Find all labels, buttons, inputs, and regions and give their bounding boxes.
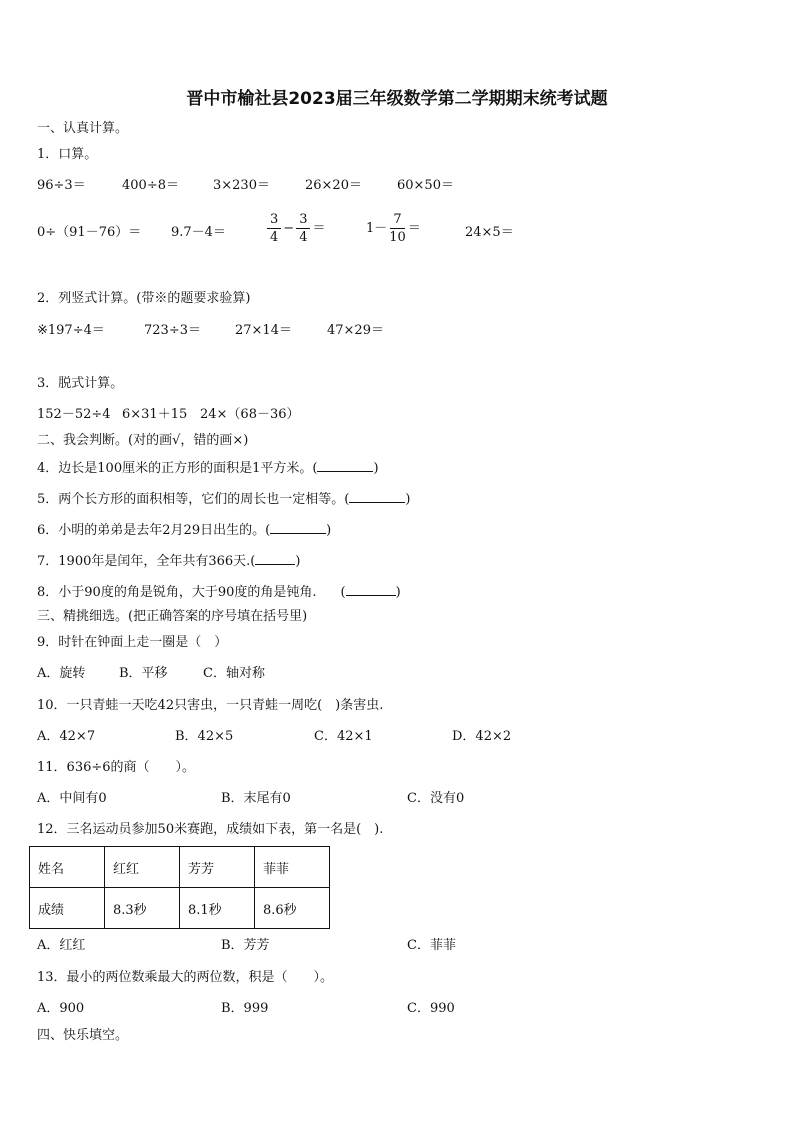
question-1-label: 1．口算。	[37, 147, 98, 162]
denominator: 4	[270, 230, 279, 245]
close-paren: )	[326, 523, 332, 538]
table-row	[30, 847, 330, 888]
step-calc-item: 24×（68－36）	[200, 407, 300, 422]
option-c[interactable]: C．990	[407, 1001, 455, 1016]
option-b[interactable]: B．999	[221, 1001, 269, 1016]
step-calc-item: 152－52÷4	[37, 407, 111, 422]
table-cell: 8.1秒	[180, 888, 255, 929]
judge-question-6	[37, 522, 331, 537]
one-minus: 1－	[366, 221, 388, 236]
close-paren: )	[373, 461, 379, 476]
question-text: 8．小于90度的角是锐角，大于90度的角是钝角.	[37, 585, 317, 600]
option-a[interactable]: A．旋转	[37, 666, 86, 681]
question-10-text: 10．一只青蛙一天吃42只害虫，一只青蛙一周吃( )条害虫.	[37, 698, 384, 713]
numerator: 3	[296, 213, 310, 229]
fraction	[267, 213, 281, 244]
close-paren: )	[295, 554, 301, 569]
table-cell: 菲菲	[255, 847, 330, 888]
option-c[interactable]: C．没有0	[407, 791, 465, 806]
question-text: 4．边长是100厘米的正方形的面积是1平方米。(	[37, 461, 318, 476]
vertical-calc-item: 47×29＝	[327, 323, 384, 338]
answer-blank[interactable]	[255, 553, 295, 565]
numerator: 7	[390, 213, 404, 229]
option-a[interactable]: A．红红	[37, 938, 86, 953]
table-cell: 8.3秒	[105, 888, 180, 929]
section-2-heading: 二、我会判断。(对的画√，错的画×)	[37, 433, 249, 448]
option-c[interactable]: C．42×1	[314, 729, 373, 744]
table-cell: 姓名	[30, 847, 105, 888]
mental-calc-item: 400÷8＝	[122, 178, 179, 193]
denominator: 4	[299, 230, 308, 245]
judge-question-8	[37, 584, 401, 599]
option-d[interactable]: D．42×2	[452, 729, 512, 744]
question-11-text: 11．636÷6的商（ ）。	[37, 760, 196, 775]
option-b[interactable]: B．平移	[119, 666, 168, 681]
option-b[interactable]: B．芳芳	[221, 938, 270, 953]
option-c[interactable]: C．菲菲	[407, 938, 456, 953]
table-cell: 8.6秒	[255, 888, 330, 929]
mental-calc-item: 60×50＝	[397, 178, 454, 193]
answer-blank[interactable]	[346, 584, 396, 596]
fraction-expression	[366, 213, 421, 244]
option-c[interactable]: C．轴对称	[203, 666, 265, 681]
numerator: 3	[267, 213, 281, 229]
fraction	[389, 213, 406, 244]
vertical-calc-item: 27×14＝	[235, 323, 292, 338]
vertical-calc-item: ※197÷4＝	[37, 323, 105, 338]
mental-calc-item: 9.7－4＝	[171, 225, 226, 240]
answer-blank[interactable]	[349, 491, 405, 503]
table-cell: 芳芳	[180, 847, 255, 888]
answer-blank[interactable]	[317, 460, 373, 472]
mental-calc-item: 24×5＝	[465, 225, 514, 240]
equals-sign: ＝	[407, 221, 421, 236]
option-a[interactable]: A．900	[37, 1001, 85, 1016]
question-13-text: 13．最小的两位数乘最大的两位数，积是（ ）。	[37, 970, 334, 985]
option-b[interactable]: B．42×5	[175, 729, 234, 744]
section-4-heading: 四、快乐填空。	[37, 1028, 129, 1043]
page-title: 晋中市榆社县2023届三年级数学第二学期期末统考试题	[186, 89, 608, 109]
fraction	[296, 213, 310, 244]
question-9-text: 9．时针在钟面上走一圈是（ ）	[37, 635, 228, 650]
question-text: 5．两个长方形的面积相等，它们的周长也一定相等。(	[37, 492, 350, 507]
results-table	[29, 846, 330, 929]
close-paren: )	[405, 492, 411, 507]
open-paren: (	[340, 585, 346, 600]
mental-calc-item: 0÷（91－76）＝	[37, 225, 142, 240]
option-a[interactable]: A．42×7	[37, 729, 96, 744]
question-3-label: 3．脱式计算。	[37, 376, 124, 391]
mental-calc-item: 3×230＝	[213, 178, 270, 193]
step-calc-item: 6×31＋15	[122, 407, 188, 422]
question-2-label: 2．列竖式计算。(带※的题要求验算)	[37, 291, 251, 306]
judge-question-4	[37, 460, 379, 475]
question-text: 6．小明的弟弟是去年2月29日出生的。(	[37, 523, 271, 538]
vertical-calc-item: 723÷3＝	[144, 323, 201, 338]
question-12-text: 12．三名运动员参加50米赛跑，成绩如下表，第一名是( ).	[37, 822, 384, 837]
close-paren: )	[395, 585, 401, 600]
denominator: 10	[389, 230, 406, 245]
mental-calc-item: 96÷3＝	[37, 178, 86, 193]
judge-question-7	[37, 553, 300, 568]
minus-sign: −	[283, 221, 295, 236]
table-cell: 红红	[105, 847, 180, 888]
equals-sign: ＝	[312, 221, 326, 236]
section-1-heading: 一、认真计算。	[37, 121, 129, 136]
option-a[interactable]: A．中间有0	[37, 791, 107, 806]
judge-question-5	[37, 491, 410, 506]
table-row	[30, 888, 330, 929]
fraction-expression	[265, 213, 325, 244]
section-3-heading: 三、精挑细选。(把正确答案的序号填在括号里)	[37, 609, 308, 624]
mental-calc-item: 26×20＝	[305, 178, 362, 193]
answer-blank[interactable]	[270, 522, 326, 534]
table-cell: 成绩	[30, 888, 105, 929]
question-text: 7．1900年是闰年，全年共有366天.(	[37, 554, 256, 569]
option-b[interactable]: B．末尾有0	[221, 791, 291, 806]
